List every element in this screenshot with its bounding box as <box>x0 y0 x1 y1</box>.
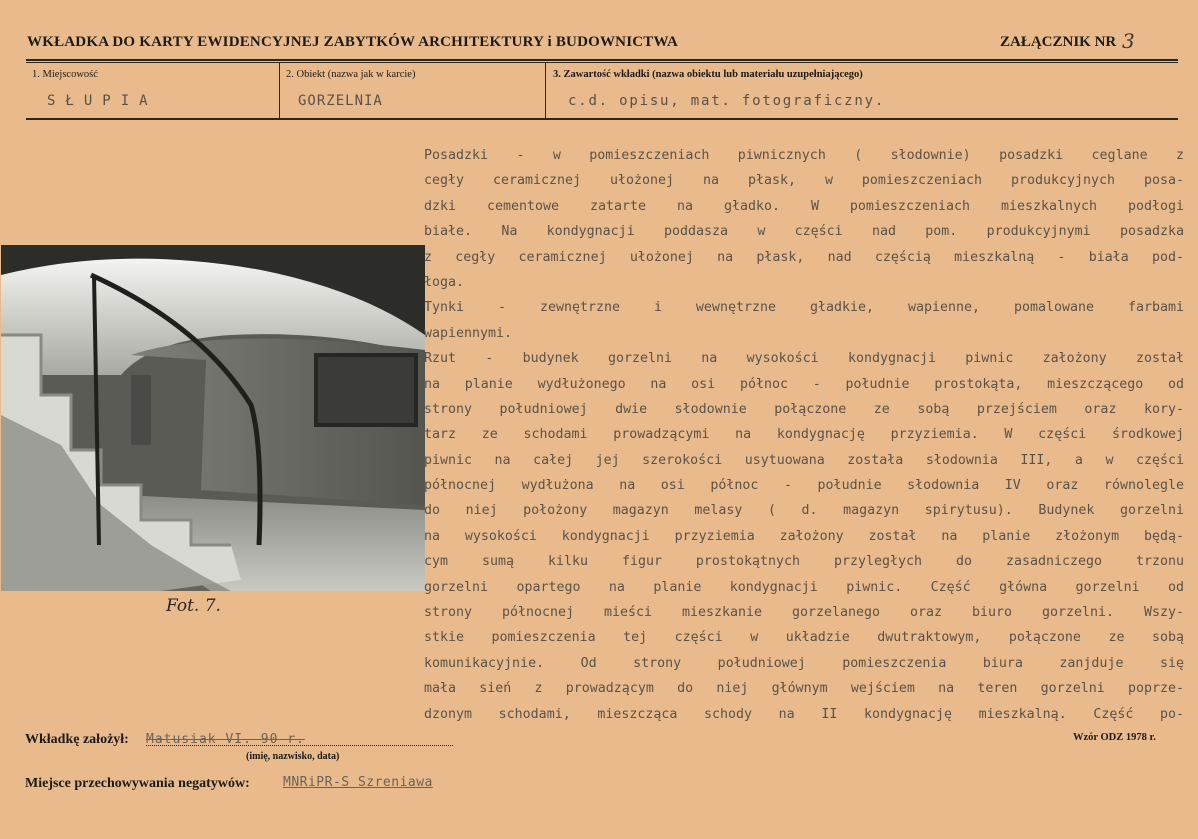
text-line: dzonym schodami, mieszcząca schody na II kondygnację mieszkalną. Część po- <box>424 706 1184 722</box>
text-line: na wysokości kondygnacji przyziemia założony został na planie złożonym będą- <box>424 528 1184 544</box>
header-rule-top <box>26 59 1178 61</box>
object-label: 2. Obiekt (nazwa jak w karcie) <box>286 69 416 80</box>
text-line: strony północnej mieści mieszkanie gorzelanego oraz biuro gorzelni. Wszy- <box>424 605 1184 621</box>
text-line: strony południowej dwie słodownie połączone ze sobą przejściem oraz kory- <box>424 401 1184 417</box>
text-line: północnej wydłużona na osi północ - południe słodownia IV oraz równolegle <box>424 478 1184 494</box>
contents-label: 3. Zawartość wkładki (nazwa obiektu lub materiału uzupełniającego) <box>553 69 863 80</box>
contents-value: c.d. opisu, mat. fotograficzny. <box>568 93 886 109</box>
text-line: komunikacyjnie. Od strony południowej pomieszczenia biura zanjduje się <box>424 655 1184 671</box>
header-rule-inner <box>26 62 1178 63</box>
photo-caption: Fot. 7. <box>166 596 221 616</box>
cellar-photo <box>1 245 425 591</box>
text-line: z cegły ceramicznej ułożonej na płask, nad częścią mieszkalną - biała pod- <box>424 249 1184 265</box>
author-hint: (imię, nazwisko, data) <box>246 751 340 762</box>
text-line: tarz ze schodami prowadzącymi na kondygnację przyziemia. W części środkowej <box>424 427 1184 443</box>
field-divider <box>545 63 546 118</box>
annex-label: ZAŁĄCZNIK NR <box>1000 34 1117 50</box>
author-signature-line <box>146 745 453 746</box>
author-label: Wkładkę założył: <box>25 732 129 747</box>
text-line: łoga. <box>424 274 465 290</box>
text-line: do niej położony magazyn melasy ( d. magazyn spirytusu). Budynek gorzelni <box>424 503 1184 519</box>
text-line: dzki cementowe zatarte na gładko. W pomieszczeniach mieszkalnych podłogi <box>424 198 1184 214</box>
locality-value: SŁUPIA <box>47 93 158 109</box>
field-divider <box>279 63 280 118</box>
description-text <box>424 143 1184 727</box>
text-line: Rzut - budynek gorzelni na wysokości kondygnacji piwnic założony został <box>424 351 1184 367</box>
text-line: Tynki - zewnętrzne i wewnętrzne gładkie, wapienne, pomalowane farbami <box>424 300 1184 316</box>
cellar-photo-drawing <box>1 245 425 591</box>
object-value: GORZELNIA <box>298 93 383 109</box>
author-value: Matusiak VI. 90 r. <box>146 732 305 747</box>
text-line: cym sumą kilku figur prostokątnych przyległych do zasadniczego trzonu <box>424 554 1184 570</box>
text-line: gorzelni opartego na planie kondygnacji piwnic. Część główna gorzelni od <box>424 579 1184 595</box>
form-code: Wzór ODZ 1978 r. <box>1073 732 1156 743</box>
text-line: Posadzki - w pomieszczeniach piwnicznych ( słodownie) posadzki ceglane z <box>424 148 1184 163</box>
annex-number: 3 <box>1122 29 1135 53</box>
text-line: białe. Na kondygnacji poddasza w części nad pom. produkcyjnymi posadzka <box>424 224 1184 240</box>
negatives-storage-label: Miejsce przechowywania negatywów: <box>25 776 250 791</box>
text-line: mała sień z prowadzącym do niej głównym wejściem na teren gorzelni poprze- <box>424 681 1184 697</box>
text-line: wapiennymi. <box>424 325 513 341</box>
form-title: WKŁADKA DO KARTY EWIDENCYJNEJ ZABYTKÓW ARCHITEKTURY i BUDOWNICTWA <box>27 34 679 50</box>
text-line: cegły ceramicznej ułożonej na płask, w pomieszczeniach produkcyjnych posa- <box>424 173 1184 189</box>
text-line: stkie pomieszczenia tej części w układzie dwutraktowym, połączone ze sobą <box>424 630 1184 646</box>
header-rule-bottom <box>26 118 1178 120</box>
text-line: piwnic na całej jej szerokości usytuowana została słodownia III, a w części <box>424 452 1184 468</box>
negatives-storage-value: MNRiPR-S Szreniawa <box>283 775 433 790</box>
locality-label: 1. Miejscowość <box>32 69 98 80</box>
text-line: na planie wydłużonego na osi północ - południe prostokąta, mieszczącego od <box>424 376 1184 392</box>
